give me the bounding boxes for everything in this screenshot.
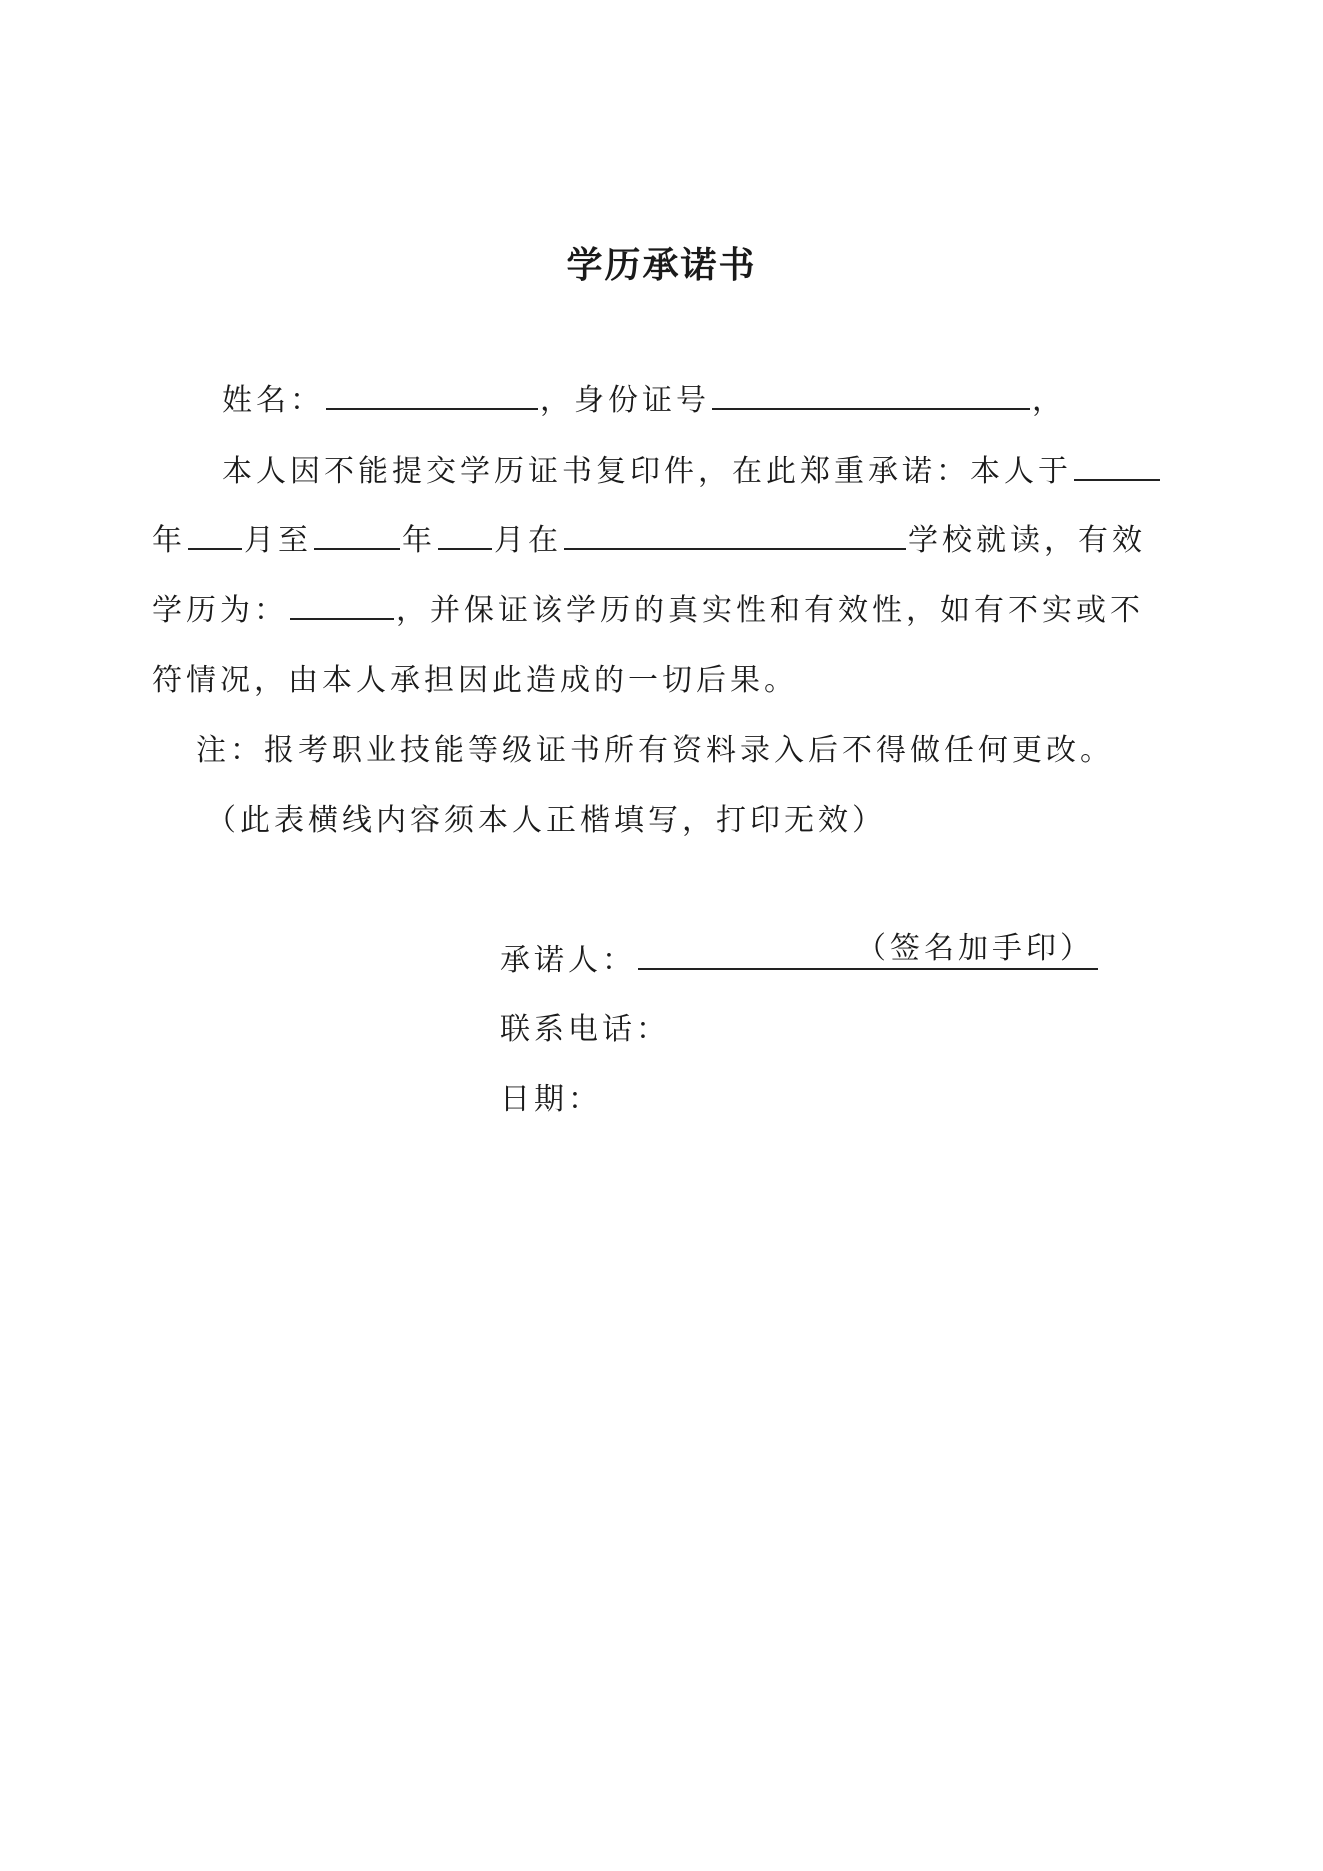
id-label: ，身份证号 <box>540 383 710 418</box>
start-month-blank[interactable] <box>188 518 242 550</box>
promisor-line <box>500 931 1100 984</box>
note-text: 注：报考职业技能等级证书所有资料录入后不得做任何更改。 <box>196 733 1114 768</box>
date-label: 日期： <box>500 1082 602 1117</box>
remark-line <box>206 798 886 844</box>
name-id-line <box>222 378 1066 424</box>
note-line <box>196 728 1114 774</box>
end-year-blank[interactable] <box>314 518 400 550</box>
guarantee-text: ，并保证该学历的真实性和有效性，如有不实或不 <box>396 593 1144 628</box>
commitment-line-4 <box>152 658 798 704</box>
name-blank[interactable] <box>326 378 538 410</box>
start-year-blank[interactable] <box>1074 449 1160 481</box>
signature-hint: （签名加手印） <box>856 931 1094 966</box>
signature-field[interactable] <box>638 931 1098 970</box>
id-end: ， <box>1032 383 1066 418</box>
phone-line <box>500 1007 670 1053</box>
degree-label: 学历为： <box>152 593 288 628</box>
school-blank[interactable] <box>564 518 906 550</box>
month-to-label: 月至 <box>244 523 312 558</box>
id-number-blank[interactable] <box>712 378 1030 410</box>
phone-label: 联系电话： <box>500 1012 670 1047</box>
page-title: 学历承诺书 <box>566 245 757 286</box>
consequence-text: 符情况，由本人承担因此造成的一切后果。 <box>152 663 798 698</box>
commitment-line-3 <box>152 588 1144 634</box>
name-label: 姓名： <box>222 383 324 418</box>
commitment-text-1: 本人因不能提交学历证书复印件，在此郑重承诺：本人于 <box>222 454 1072 489</box>
commitment-line-2 <box>152 518 1146 564</box>
degree-blank[interactable] <box>290 588 394 620</box>
year-label-2: 年 <box>402 523 436 558</box>
year-label-1: 年 <box>152 523 186 558</box>
end-month-blank[interactable] <box>438 518 492 550</box>
commitment-line-1 <box>222 449 1162 495</box>
month-at-label: 月在 <box>494 523 562 558</box>
remark-text: （此表横线内容须本人正楷填写，打印无效） <box>206 803 886 838</box>
school-attend-label: 学校就读，有效 <box>908 523 1146 558</box>
promisor-label: 承诺人： <box>500 943 636 978</box>
date-line <box>500 1077 602 1123</box>
